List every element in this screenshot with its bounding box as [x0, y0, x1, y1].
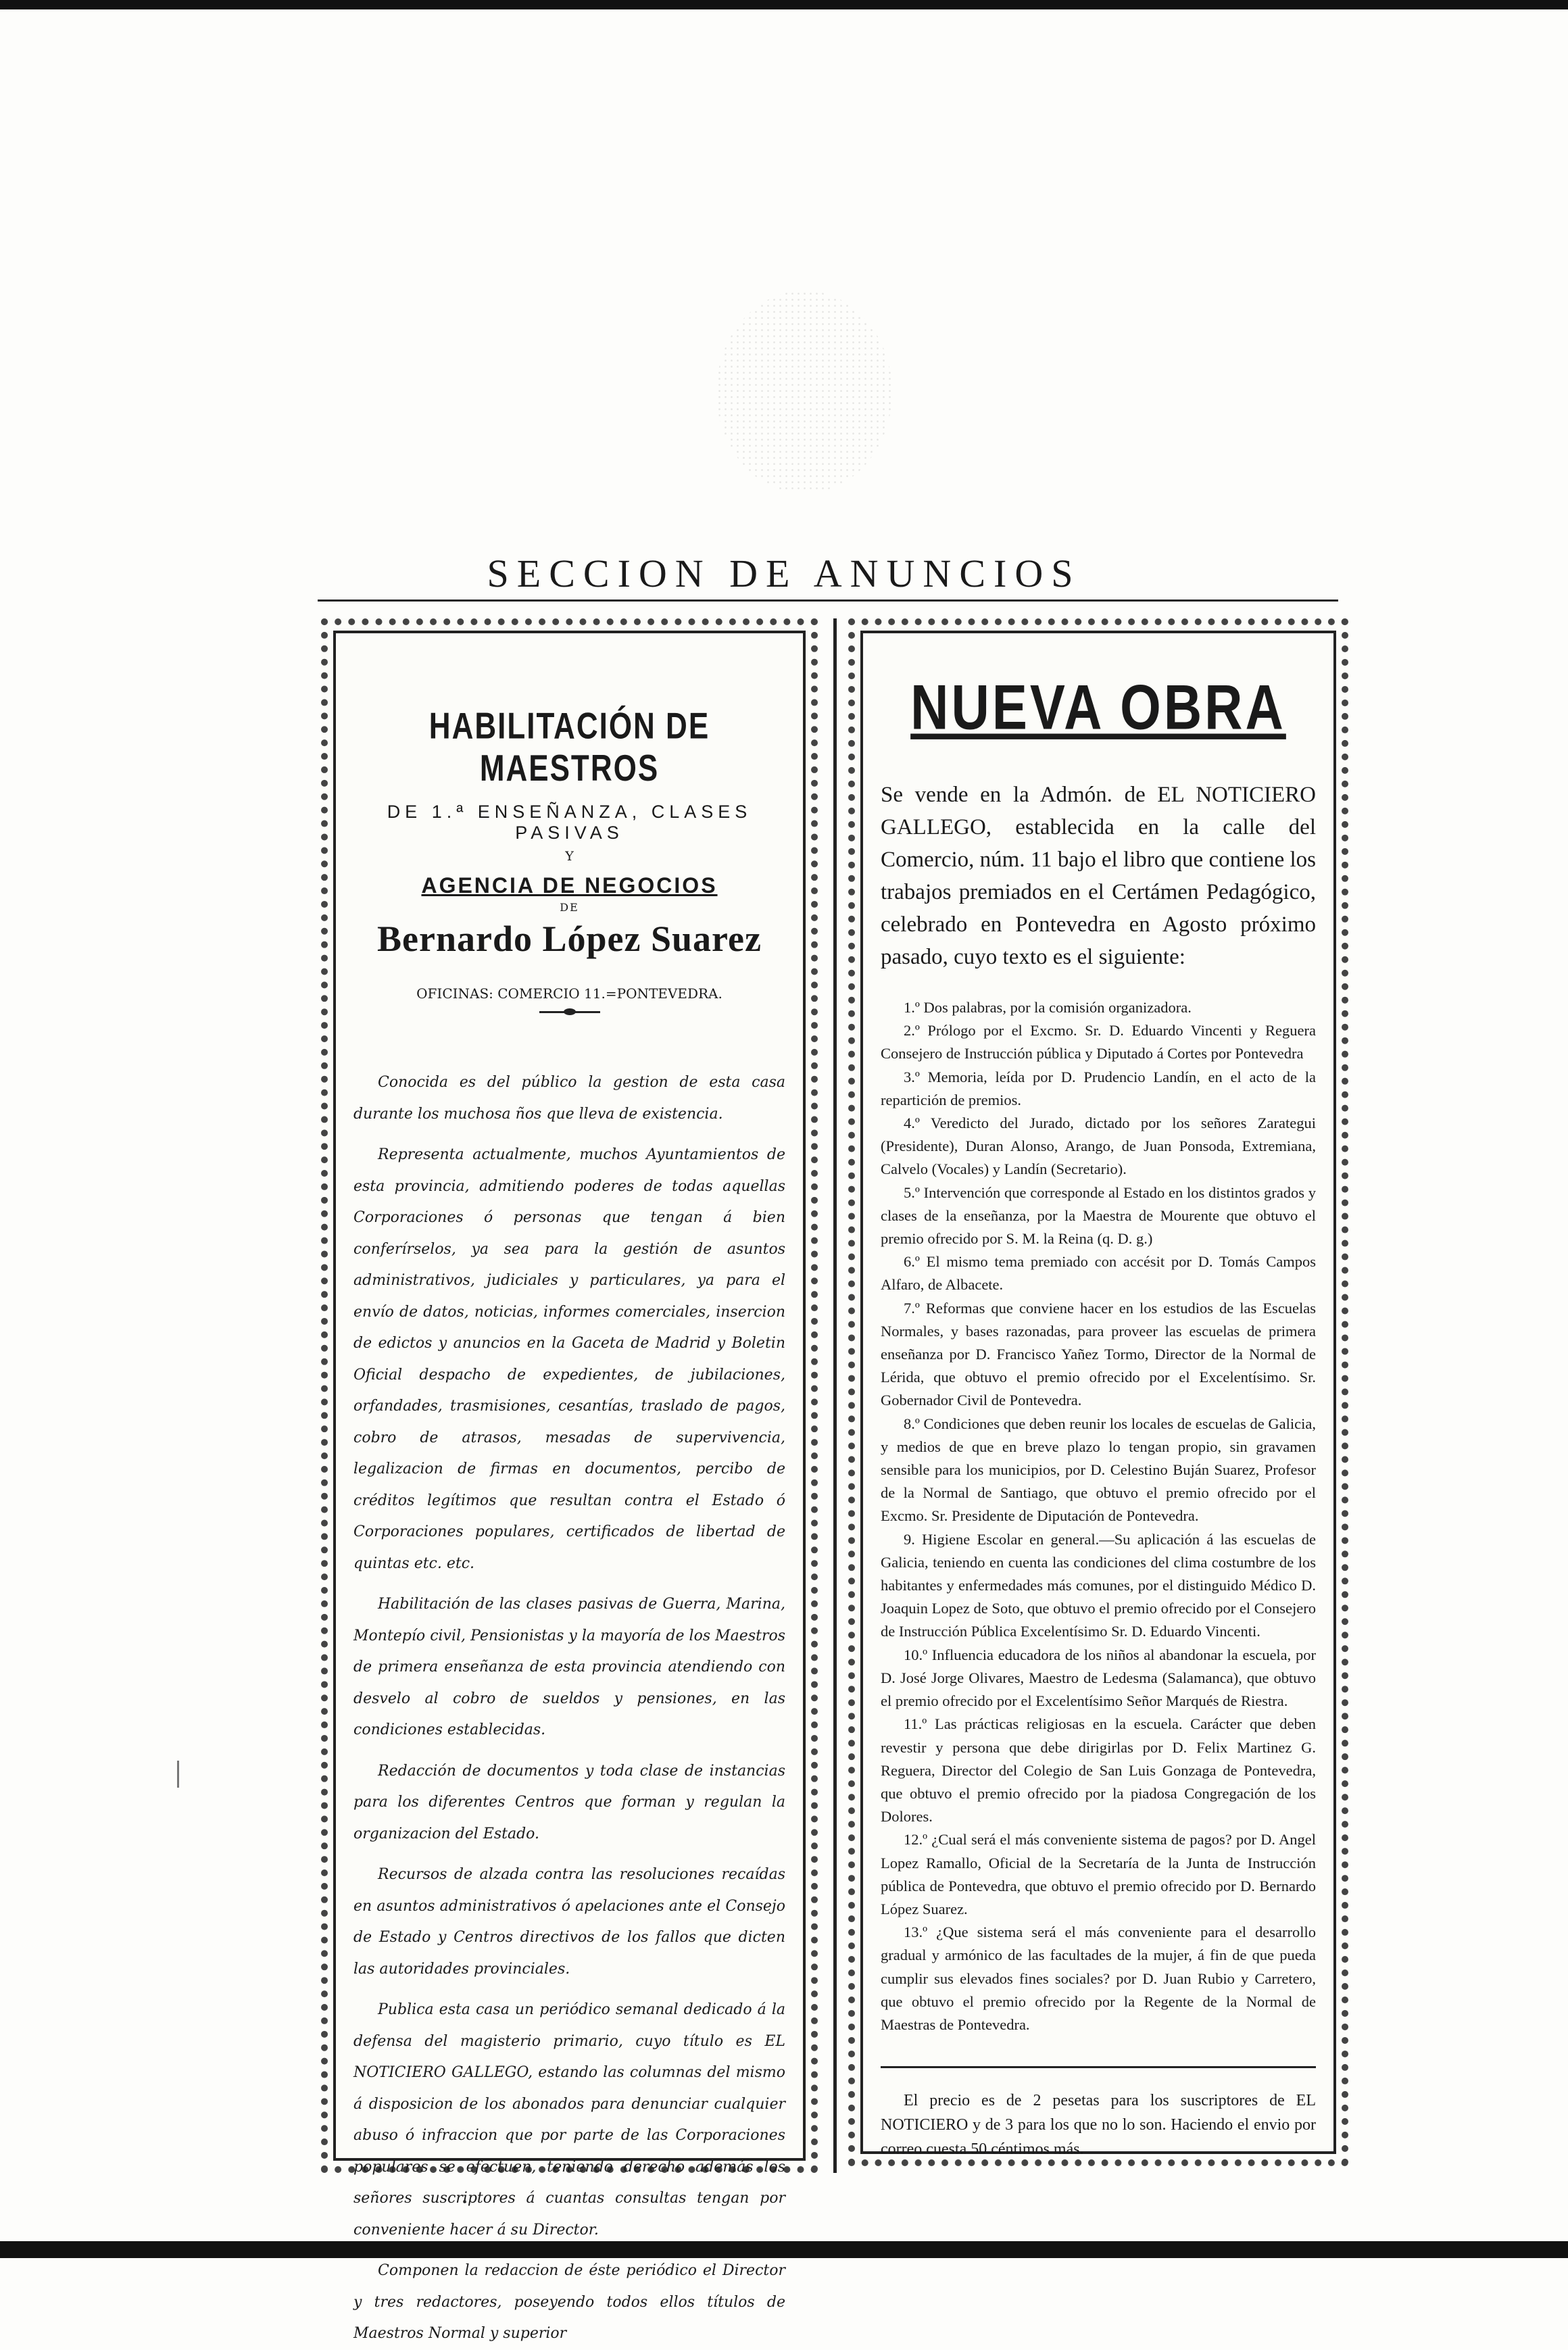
section-rule [318, 599, 1338, 602]
list-item: 3.º Memoria, leída por D. Prudencio Landín, en el acto de la repartición de premios. [881, 1068, 1316, 1108]
top-scan-border [0, 0, 1568, 9]
list-item: 12.º ¿Cual será el más conveniente sistema de pagos? por D. Angel Lopez Ramallo, Oficial de la Secretaría de la Junta de Instrucción pública de Pontevedra, que obtuvo el premio ofrecido por D. Bernardo López Suarez. [881, 1831, 1316, 1917]
margin-mark [177, 1761, 179, 1788]
left-paragraph: Conocida es del público la gestion de esta casa durante los muchosa ños que lleva de existencia. [353, 1074, 785, 1123]
bottom-scan-border [0, 2241, 1568, 2258]
price-note [881, 2088, 1316, 2161]
left-agency: AGENCIA DE NEGOCIOS [421, 873, 718, 898]
price-text: El precio es de 2 pesetas para los suscriptores de EL NOTICIERO y de 3 para los que no lo son. Haciendo el envio por correo cuesta 50 céntimos más. [881, 2092, 1316, 2159]
list-item: 7.º Reformas que conviene hacer en los estudios de las Escuelas Normales, y bases razonadas, para proveer las escuelas de primera enseñanza por D. Francisco Yañez Tormo, Director de la Normal de Lérida, que obtuvo el premio ofrecido por el Excelentísimo. Sr. Gobernador Civil de Pontevedra. [881, 1299, 1316, 1409]
left-paragraph: Habilitación de las clases pasivas de Guerra, Marina, Montepío civil, Pensionistas y la mayoría de los Maestros de primera enseñanza de esta provincia atendiendo con desvelo al cobro de sueldos y pensiones, en las condiciones establecidas. [353, 1596, 785, 1738]
left-paragraph: Recursos de alzada contra las resoluciones recaídas en asuntos administrativos ó apelaciones ante el Consejo de Estado y Centros directivos de los fallos que dicten las autoridades provinciales. [353, 1866, 785, 1978]
list-item: 11.º Las prácticas religiosas en la escuela. Carácter que deben revestir y persona que debe dirigirlas por D. Felix Martinez G. Reguera, Director del Colegio de San Luis Gonzaga de Pontevedra, que obtuvo el premio ofrecido por la piadosa Congregación de los Dolores. [881, 1715, 1316, 1826]
section-title: SECCION DE ANUNCIOS [487, 552, 1081, 595]
list-item: 4.º Veredicto del Jurado, dictado por los señores Zarategui (Presidente), Duran Alonso, Arango, de Juan Ponsoda, Extremiana, Calvelo (Vocales) y Landín (Secretario). [881, 1115, 1316, 1178]
left-paragraph: Redacción de documentos y toda clase de instancias para los diferentes Centros que forman y regulan la organizacion del Estado. [353, 1762, 785, 1842]
left-paragraph: Publica esta casa un periódico semanal dedicado á la defensa del magisterio primario, cuyo título es EL NOTICIERO GALLEGO, estando las columnas del mismo á disposicion de los abonados para denunciar cualquier abuso ó infraccion que por parte de las Corporaciones populares se efectuen, teniendo derecho además los señores suscriptores á cuantas consultas tengan por conveniente hacer á su Director. [353, 2001, 785, 2238]
list-item: 6.º El mismo tema premiado con accésit por D. Tomás Campos Alfaro, de Albacete. [881, 1253, 1316, 1294]
right-title: NUEVA OBRA [910, 671, 1286, 743]
advertisement-nueva-obra [848, 618, 1348, 2166]
left-paragraph: Representa actualmente, muchos Ayuntamientos de esta provincia, admitiendo poderes de todas aquellas Corporaciones ó personas que tengan á bien conferírselos, ya sea para la gestión de asuntos administrativos, judiciales y particulares, ya para el envío de datos, noticias, informes comerciales, insercion de edictos y anuncios en la Gaceta de Madrid y Boletin Oficial despacho de expedientes, de jubilaciones, orfandades, trasmisiones, cesantías, traslado de pagos, cobro de atrasos, mesadas de supervivencia, legalizacion de firmas en documentos, percibo de créditos legítimos que resultan contra el Estado ó Corporaciones populares, certificados de libertad de quintas etc. etc. [353, 1146, 785, 1572]
list-item: 9. Higiene Escolar en general.—Su aplicación á las escuelas de Galicia, teniendo en cuenta las condiciones del clima costumbre de los habitantes y enfermedades más comunes, por el distinguido Médico D. Joaquin Lopez de Soto, que obtuvo el premio ofrecido por el Consejero de Instrucción Pública Excelentísimo Sr. D. Eduardo Vincenti. [881, 1530, 1316, 1640]
list-item: 1.º Dos palabras, por la comisión organizadora. [904, 999, 1192, 1016]
list-item: 2.º Prólogo por el Excmo. Sr. D. Eduardo Vincenti y Reguera Consejero de Instrucción pública y Diputado á Cortes por Pontevedra [881, 1022, 1316, 1062]
column-divider [833, 618, 837, 2173]
left-paragraph: Componen la redaccion de éste periódico el Director y tres redactores, poseyendo todos ellos títulos de Maestros Normal y superior [353, 2262, 785, 2342]
list-item: 10.º Influencia educadora de los niños al abandonar la escuela, por D. José Jorge Olivares, Maestro de Ledesma (Salamanca), que obtuvo el premio ofrecido por el Excelentísimo Señor Marqués de Riestra. [881, 1646, 1316, 1710]
paper-stain [716, 291, 892, 493]
left-de: DE [560, 901, 579, 914]
list-item: 13.º ¿Que sistema será el más conveniente para el desarrollo gradual y armónico de las facultades de la mujer, á fin de que pueda cumplir sus elevados fines sociales? por D. Juan Rubio y Carretero, que obtuvo el premio ofrecido por la Regente de la Normal de Maestras de Pontevedra. [881, 1924, 1316, 2033]
price-separator [881, 2066, 1316, 2068]
left-subtitle: DE 1.ª ENSEÑANZA, CLASES PASIVAS [387, 802, 752, 843]
left-title: HABILITACIÓN DE MAESTROS [428, 705, 710, 789]
right-panel-content [881, 650, 1316, 2159]
right-intro: Se vende en la Admón. de EL NOTICIERO GALLEGO, establecida en la calle del Comercio, núm. 11 bajo el libro que contiene los trabajos premiados en el Certámen Pedagógico, celebrado en Pontevedra en Agosto próximo pasado, cuyo texto es el siguiente: [881, 783, 1316, 969]
left-panel-content [353, 650, 785, 2342]
list-item: 8.º Condiciones que deben reunir los locales de escuelas de Galicia, y medios de que en breve plazo lo tengan propio, sin gravamen sensible para los municipios, por D. Celestino Buján Suarez, Profesor de la Normal de Santiago, que obtuvo el premio ofrecido por el Excmo. Sr. Presidente de Diputación de Pontevedra. [881, 1415, 1316, 1525]
left-name: Bernardo López Suarez [377, 919, 762, 959]
ornament-divider [539, 1011, 600, 1013]
left-offices: OFICINAS: COMERCIO 11.=PONTEVEDRA. [416, 985, 722, 1002]
contents-list [881, 996, 1316, 2036]
left-body [353, 1067, 785, 2350]
advertisement-habilitacion [321, 618, 818, 2342]
list-item: 5.º Intervención que corresponde al Estado en los distintos grados y clases de la enseñanza, por la Maestra de Mourente que obtuvo el premio ofrecido por S. M. la Reina (q. D. g.) [881, 1183, 1316, 1248]
left-conjunction: Y [565, 849, 574, 864]
